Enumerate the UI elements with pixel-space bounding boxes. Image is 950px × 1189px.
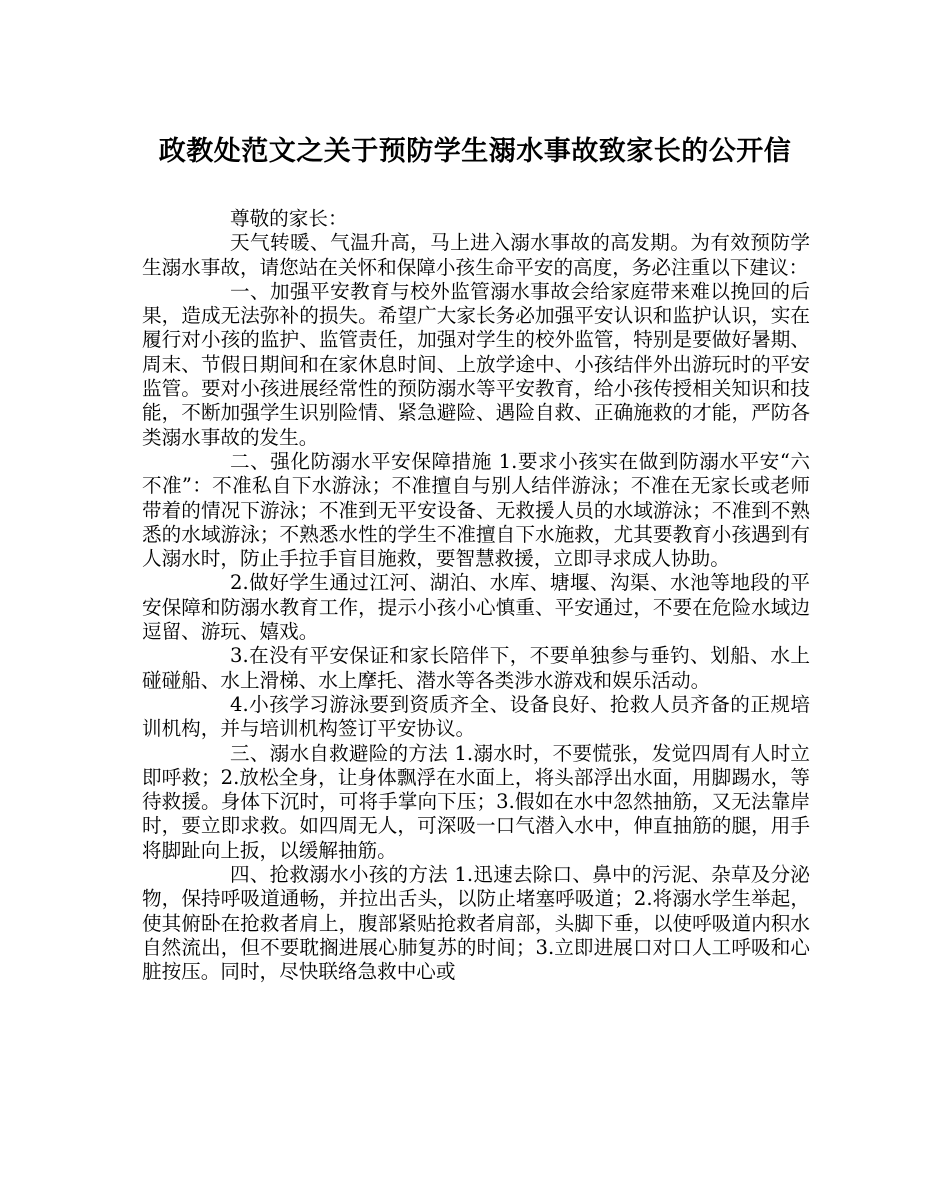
section-2-item-3: 3.在没有平安保证和家长陪伴下，不要单独参与垂钓、划船、水上碰碰船、水上滑梯、水上摩托、潜水等各类涉水游戏和娱乐活动。 — [142, 644, 810, 692]
section-3-paragraph: 三、溺水自救避险的方法 1.溺水时，不要慌张，发觉四周有人时立即呼救；2.放松全身，让身体飘浮在水面上，将头部浮出水面，用脚踢水，等待救援。身体下沉时，可将手掌向下压；3.假如在水中忽然抽筋，又无法靠岸时，要立即求救。如四周无人，可深吸一口气潜入水中，伸直抽筋的腿，用手将脚趾向上扳，以缓解抽筋。 — [142, 741, 810, 862]
section-2-item-2: 2.做好学生通过江河、湖泊、水库、塘堰、沟渠、水池等地段的平安保障和防溺水教育工作，提示小孩小心慎重、平安通过，不要在危险水域边逗留、游玩、嬉戏。 — [142, 571, 810, 644]
section-2-item-4: 4.小孩学习游泳要到资质齐全、设备良好、抢救人员齐备的正规培训机构，并与培训机构签订平安协议。 — [142, 692, 810, 741]
section-4-paragraph: 四、抢救溺水小孩的方法 1.迅速去除口、鼻中的污泥、杂草及分泌物，保持呼吸道通畅，并拉出舌头，以防止堵塞呼吸道；2.将溺水学生举起，使其俯卧在抢救者肩上，腹部紧贴抢救者肩部，头脚下垂，以使呼吸道内积水自然流出，但不要耽搁进展心肺复苏的时间；3.立即进展口对口人工呼吸和心脏按压。同时，尽快联络急救中心或 — [142, 863, 810, 984]
document-title: 政教处范文之关于预防学生溺水事故致家长的公开信 — [158, 136, 792, 167]
section-1-paragraph: 一、加强平安教育与校外监管溺水事故会给家庭带来难以挽回的后果，造成无法弥补的损失。希望广大家长务必加强平安认识和监护认识，实在履行对小孩的监护、监管责任，加强对学生的校外监管，特别是要做好暑期、周末、节假日期间和在家休息时间、上放学途中、小孩结伴外出游玩时的平安监管。要对小孩进展经常性的预防溺水等平安教育，给小孩传授相关知识和技能，不断加强学生识别险情、紧急避险、遇险自救、正确施救的才能，严防各类溺水事故的发生。 — [142, 279, 810, 449]
section-2-paragraph: 二、强化防溺水平安保障措施 1.要求小孩实在做到防溺水平安“六不准”：不准私自下水游泳；不准擅自与别人结伴游泳；不准在无家长或老师带着的情况下游泳；不准到无平安设备、无救援人员的水域游泳；不准到不熟悉的水域游泳；不熟悉水性的学生不准擅自下水施救，尤其要教育小孩遇到有人溺水时，防止手拉手盲目施救，要智慧救援，立即寻求成人协助。 — [142, 449, 810, 571]
salutation: 尊敬的家长： — [230, 207, 348, 230]
letter-body — [142, 207, 810, 985]
intro-paragraph: 天气转暖、气温升高，马上进入溺水事故的高发期。为有效预防学生溺水事故，请您站在关怀和保障小孩生命平安的高度，务必注重以下建议： — [142, 231, 810, 279]
